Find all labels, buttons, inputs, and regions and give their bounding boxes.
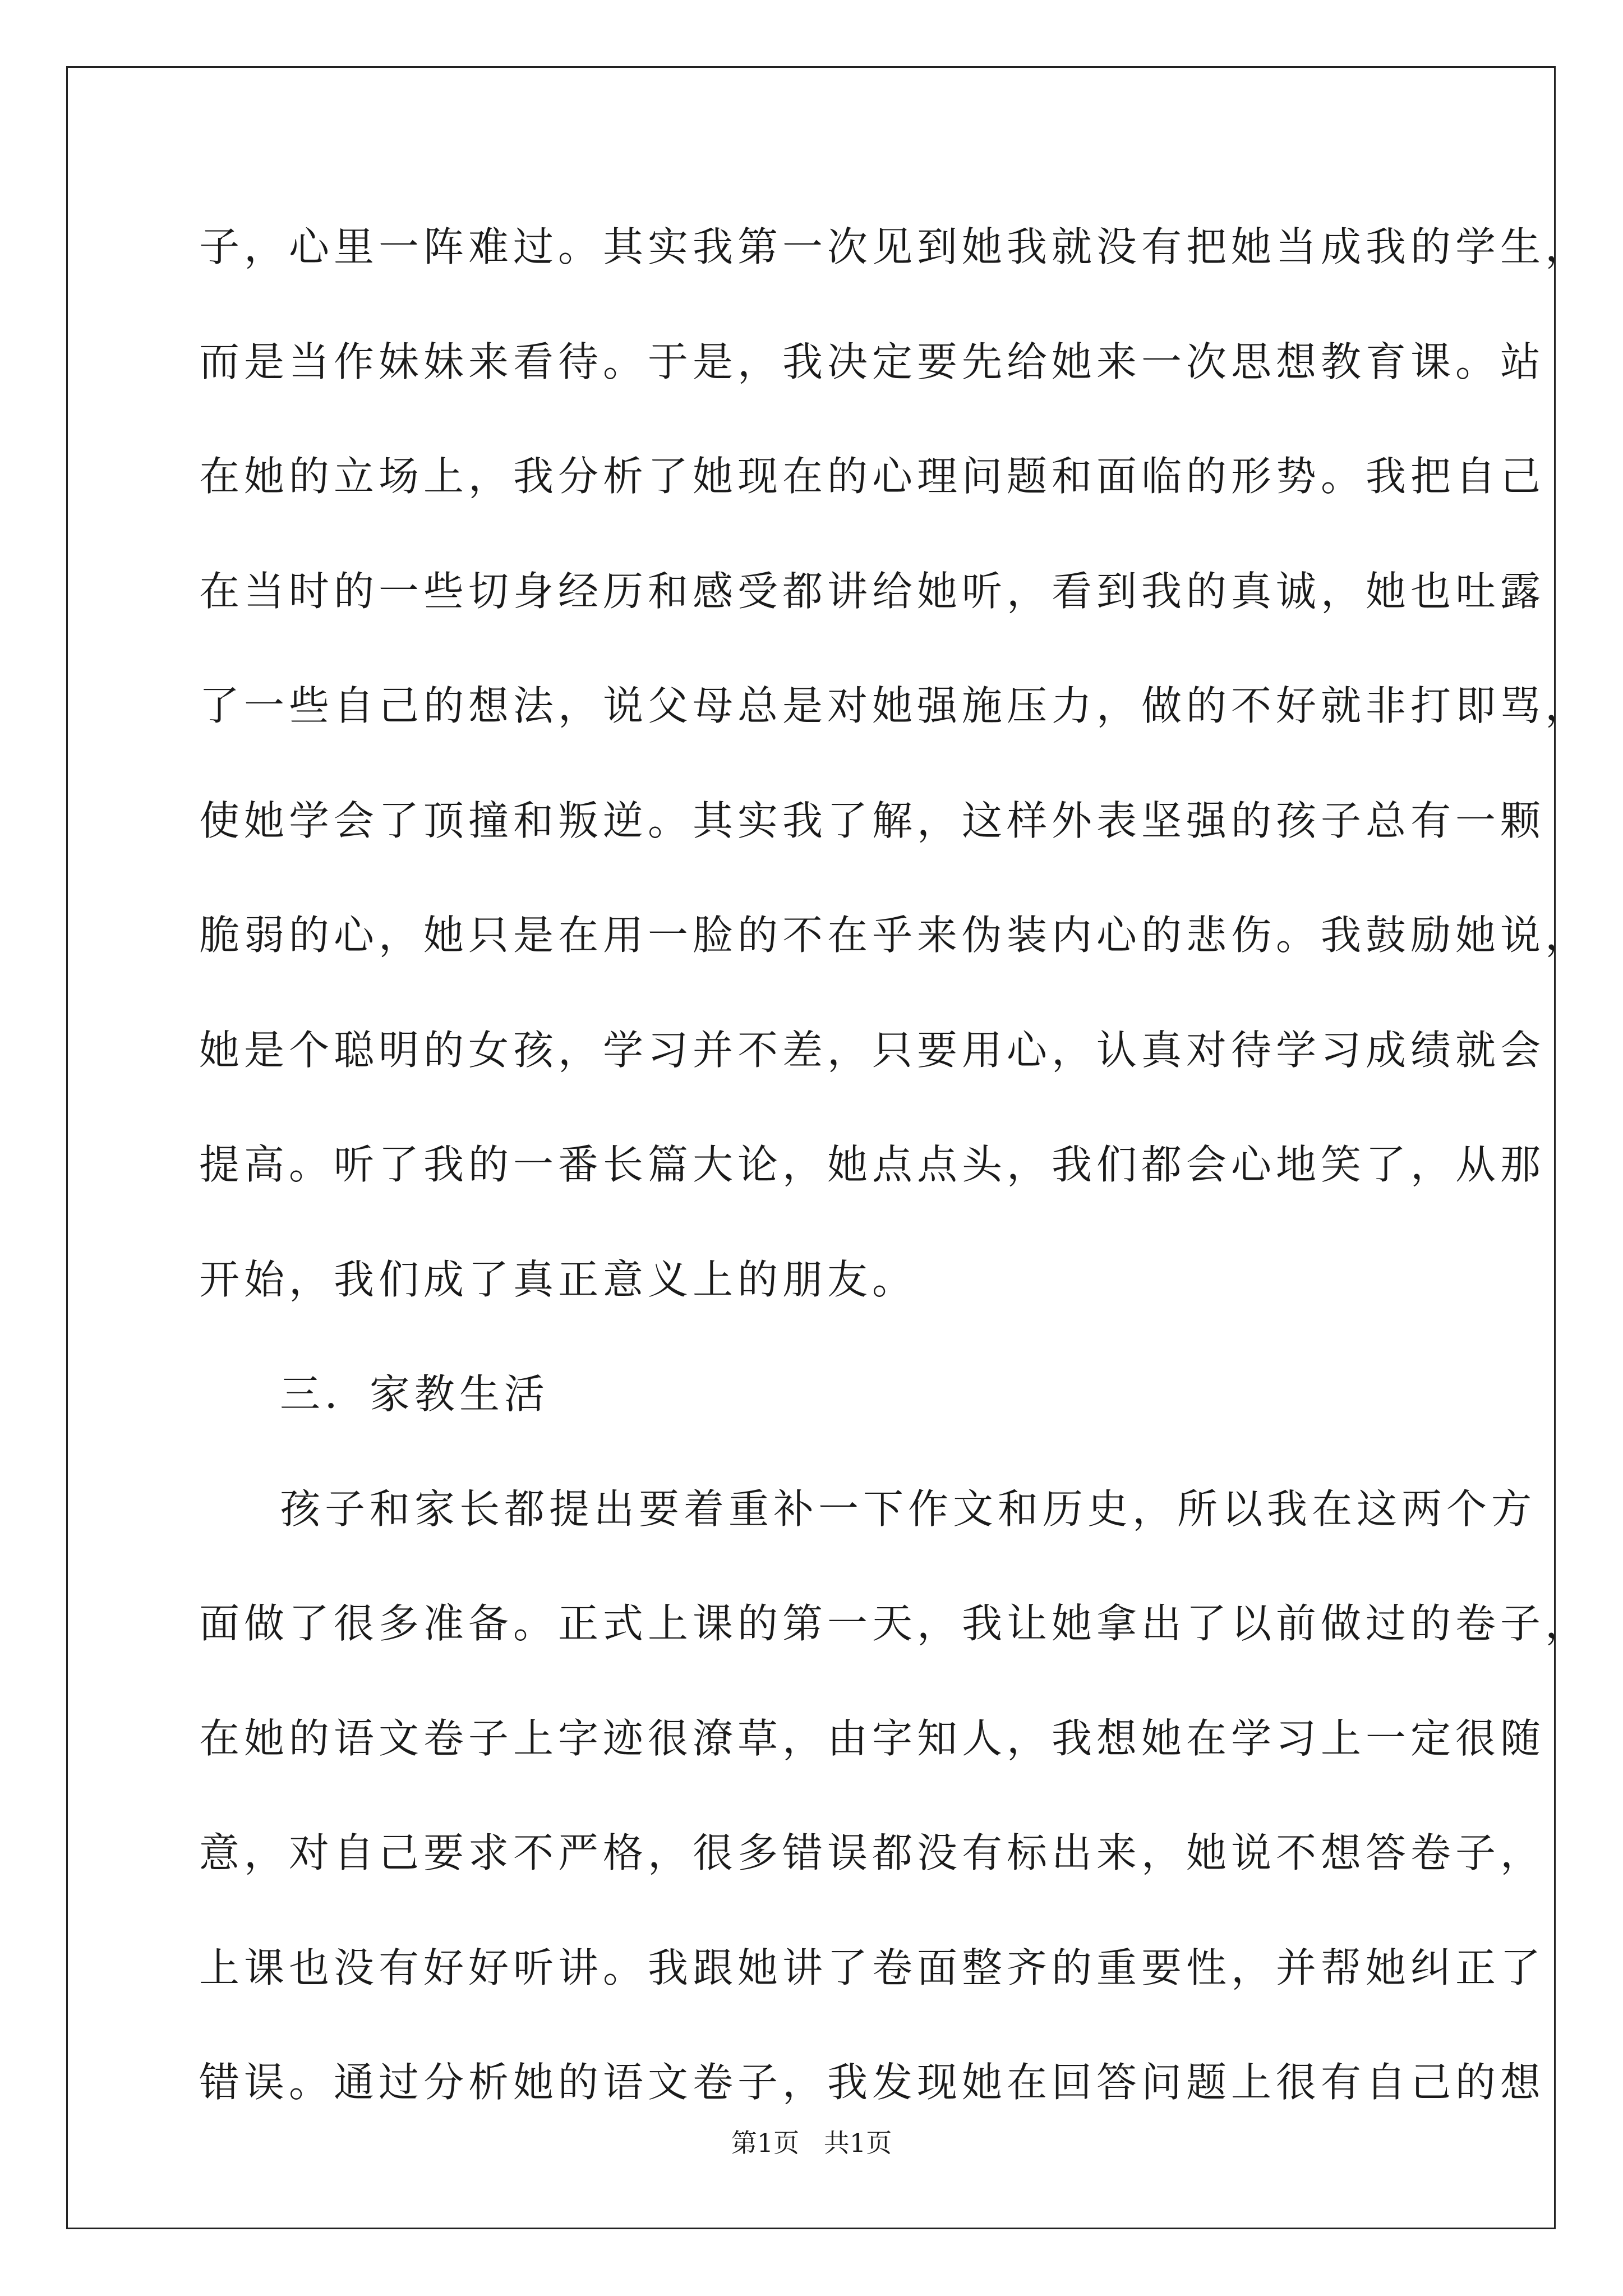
page-footer: 第1页 共1页 bbox=[731, 2128, 892, 2158]
text-line: 开始，我们成了真正意义上的朋友。 bbox=[199, 1255, 917, 1303]
text-line: 她是个聪明的女孩，学习并不差，只要用心，认真对待学习成绩就会 bbox=[199, 1026, 1546, 1074]
section-heading: 三．家教生活 bbox=[280, 1370, 550, 1418]
text-line: 脆弱的心，她只是在用一脸的不在乎来伪装内心的悲伤。我鼓励她说， bbox=[199, 912, 1590, 959]
text-line: 意，对自己要求不严格，很多错误都没有标出来，她说不想答卷子， bbox=[199, 1829, 1546, 1876]
text-line: 在她的语文卷子上字迹很潦草，由字知人，我想她在学习上一定很随 bbox=[199, 1714, 1546, 1762]
text-line: 错误。通过分析她的语文卷子，我发现她在回答问题上很有自己的想 bbox=[199, 2059, 1546, 2106]
text-line: 提高。听了我的一番长篇大论，她点点头，我们都会心地笑了，从那 bbox=[199, 1141, 1546, 1188]
text-line: 孩子和家长都提出要着重补一下作文和历史，所以我在这两个方 bbox=[280, 1485, 1537, 1533]
text-line: 而是当作妹妹来看待。于是，我决定要先给她来一次思想教育课。站 bbox=[199, 338, 1546, 385]
body-text bbox=[199, 190, 1590, 2140]
text-line: 在她的立场上，我分析了她现在的心理问题和面临的形势。我把自己 bbox=[199, 453, 1546, 500]
text-line: 了一些自己的想法，说父母总是对她强施压力，做的不好就非打即骂， bbox=[199, 682, 1590, 729]
text-line: 子，心里一阵难过。其实我第一次见到她我就没有把她当成我的学生， bbox=[199, 223, 1590, 270]
text-line: 面做了很多准备。正式上课的第一天，我让她拿出了以前做过的卷子， bbox=[199, 1600, 1590, 1647]
text-line: 上课也没有好好听讲。我跟她讲了卷面整齐的重要性，并帮她纠正了 bbox=[199, 1944, 1546, 1991]
text-line: 使她学会了顶撞和叛逆。其实我了解，这样外表坚强的孩子总有一颗 bbox=[199, 797, 1546, 844]
text-line: 在当时的一些切身经历和感受都讲给她听，看到我的真诚，她也吐露 bbox=[199, 567, 1546, 615]
